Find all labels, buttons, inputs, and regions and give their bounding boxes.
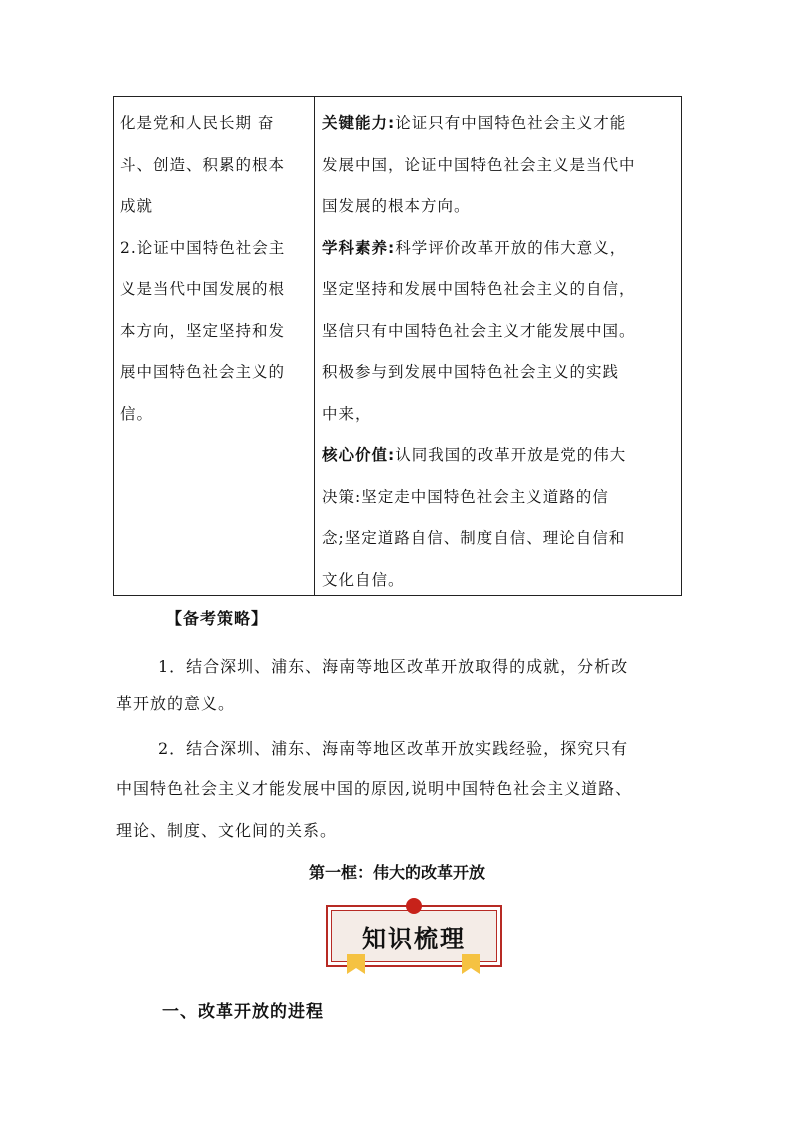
key-ability-line: 发展中国，论证中国特色社会主义是当代中 [322, 155, 636, 174]
literacy-line: 坚信只有中国特色社会主义才能发展中国。 [322, 321, 636, 340]
section-title: 第一框：伟大的改革开放 [308, 863, 485, 882]
value-line [322, 435, 677, 477]
left-line: 本方向，坚定坚持和发 [120, 321, 286, 340]
strategy-paragraph-1-line-1: 1．结合深圳、浦东、海南等地区改革开放取得的成就，分析改 [158, 657, 629, 676]
key-ability-line: 国发展的根本方向。 [322, 197, 471, 215]
strategy-paragraph-2-line-3: 理论、制度、文化间的关系。 [116, 821, 338, 840]
literacy-label: 学科素养: [322, 238, 396, 257]
left-line: 化是党和人民长期 奋 [120, 114, 275, 132]
literacy-line: 积极参与到发展中国特色社会主义的实践 [322, 363, 620, 381]
literacy-line: 坚定坚持和发展中国特色社会主义的自信， [322, 280, 636, 298]
value-line: 文化自信。 [322, 570, 405, 589]
left-line: 2.论证中国特色社会主 [120, 238, 286, 257]
ribbon-icon [462, 954, 480, 974]
literacy-line: 中来， [322, 404, 372, 423]
table-divider [314, 97, 315, 595]
objectives-table [113, 96, 682, 596]
outline-heading: 一、改革开放的进程 [162, 1002, 324, 1022]
left-line: 义是当代中国发展的根 [120, 280, 286, 298]
value-line: 决策:坚定走中国特色社会主义道路的信 [322, 487, 609, 506]
strategy-paragraph-1-line-2: 革开放的意义。 [116, 694, 236, 713]
value-text: 认同我国的改革开放是党的伟大 [395, 446, 627, 464]
value-line: 念;坚定道路自信、制度自信、理论自信和 [322, 529, 626, 547]
left-line: 成就 [120, 197, 154, 215]
key-ability-text: 论证只有中国特色社会主义才能 [395, 114, 627, 132]
literacy-line [322, 228, 677, 270]
table-left-column [120, 103, 310, 435]
key-ability-line [322, 103, 677, 145]
strategy-heading: 【备考策略】 [166, 609, 269, 628]
value-label: 核心价值: [322, 446, 396, 464]
left-line: 展中国特色社会主义的 [120, 363, 286, 381]
key-ability-label: 关键能力: [322, 114, 396, 132]
strategy-paragraph-2-line-2: 中国特色社会主义才能发展中国的原因,说明中国特色社会主义道路、 [116, 779, 633, 798]
strategy-paragraph-2-line-1: 2．结合深圳、浦东、海南等地区改革开放实践经验，探究只有 [158, 739, 629, 758]
ribbon-icon [347, 954, 365, 974]
left-line: 斗、创造、积累的根本 [120, 155, 286, 174]
badge-text: 知识梳理 [362, 925, 466, 953]
literacy-text: 科学评价改革开放的伟大意义， [395, 238, 627, 257]
knowledge-badge [322, 898, 508, 978]
left-line: 信。 [120, 404, 154, 423]
badge-dot-icon [406, 898, 422, 914]
table-right-column [322, 103, 677, 601]
